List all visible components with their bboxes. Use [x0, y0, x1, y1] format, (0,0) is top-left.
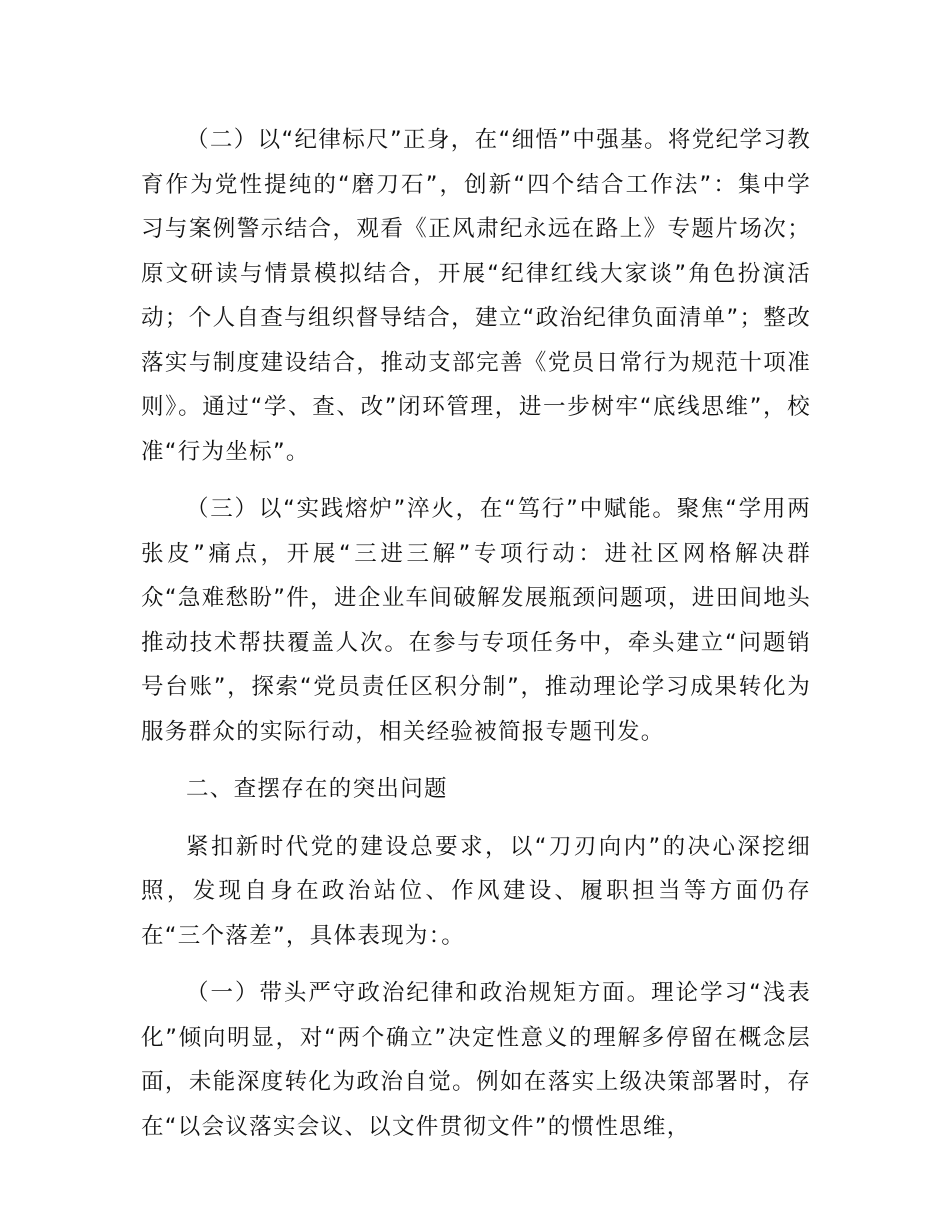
- section-heading: 二、查摆存在的突出问题: [186, 776, 448, 802]
- paragraph-political-discipline: （一）带头严守政治纪律和政治规矩方面。理论学习“浅表化”倾向明显，对“两个确立”决定性意义的理解多停留在概念层面，未能深度转化为政治自觉。例如在落实上级决策部署时，存在“以会议落实会议、以文件贯彻文件”的惯性思维，: [141, 980, 811, 1140]
- paragraph-practice: （三）以“实践熔炉”淬火，在“笃行”中赋能。聚焦“学用两张皮”痛点，开展“三进三解”专项行动：进社区网格解决群众“急难愁盼”件，进企业车间破解发展瓶颈问题项，进田间地头推动技术帮扶覆盖人次。在参与专项任务中，牵头建立“问题销号台账”，探索“党员责任区积分制”，推动理论学习成果转化为服务群众的实际行动，相关经验被简报专题刊发。: [141, 496, 811, 745]
- paragraph-discipline: （二）以“纪律标尺”正身，在“细悟”中强基。将党纪学习教育作为党性提纯的“磨刀石”，创新“四个结合工作法”：集中学习与案例警示结合，观看《正风肃纪永远在路上》专题片场次；原文研读与情景模拟结合，开展“纪律红线大家谈”角色扮演活动；个人自查与组织督导结合，建立“政治纪律负面清单”；整改落实与制度建设结合，推动支部完善《党员日常行为规范十项准则》。通过“学、查、改”闭环管理，进一步树牢“底线思维”，校准“行为坐标”。: [141, 127, 811, 465]
- paragraph-problems-intro: 紧扣新时代党的建设总要求，以“刀刃向内”的决心深挖细照，发现自身在政治站位、作风建设、履职担当等方面仍存在“三个落差”，具体表现为：。: [141, 833, 811, 949]
- document-body: [141, 118, 811, 1162]
